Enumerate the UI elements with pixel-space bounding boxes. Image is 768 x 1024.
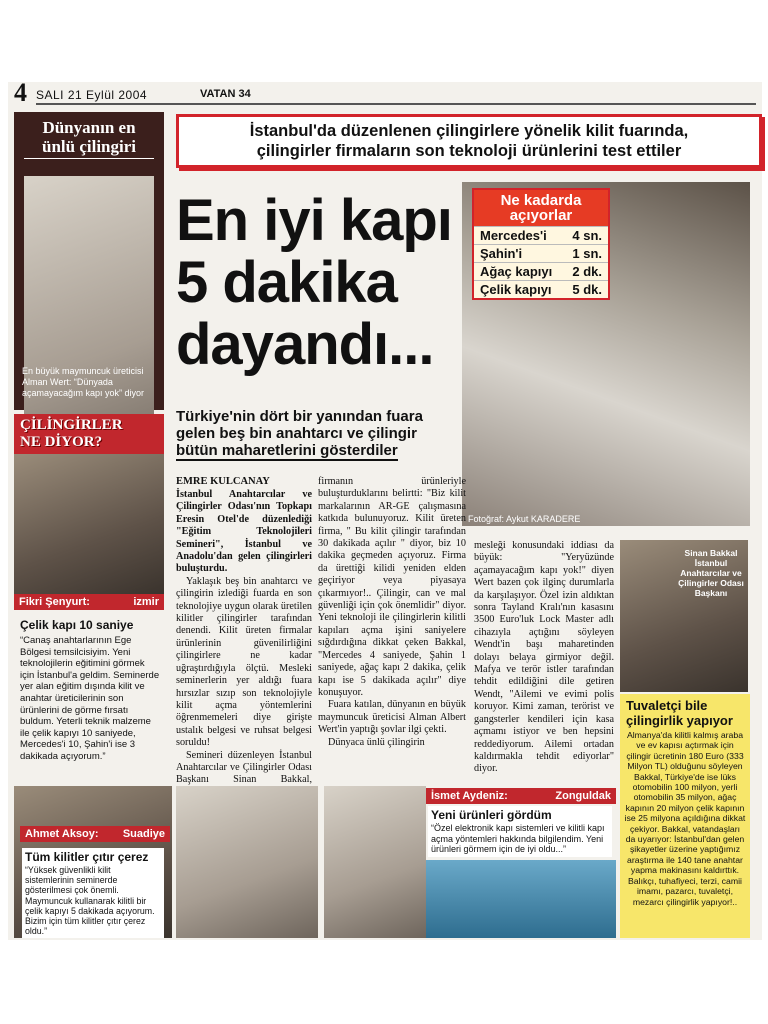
unlock-row-label: Mercedes'i: [480, 228, 547, 243]
ismet-quote-block: [428, 806, 612, 857]
unlock-row-label: Ağaç kapıyı: [480, 264, 553, 279]
ne-diyor-banner: [14, 414, 164, 454]
ahmet-photo: [176, 786, 318, 938]
unlock-row-label: Şahin'i: [480, 246, 523, 261]
unlock-row: [474, 244, 608, 262]
article-col2-p1: firmanın ürünleriyle buluşturduklarını belirtti: "Biz kilit markalarının AR-GE çalışmasına katkıda bulunuyoruz. Kilit üreten firma, " Bu kilit çilingir tarafından 30 dakikada açılır " diyor, biz 10 dakika geçmeden açıyoruz. Firma da ürettiği kilidi yeniden elden geçiriyor veya piyasaya çıkarmıyor!.. Çilingir, can ve mal güvenliği için çok önemlidir" diyor. Yeni teknoloji ile çilingirlerin kilitli kapıları açma işini saniyelere sığdırdığına dikkat çeken Bakkal, "Mercedes 4 saniyede, Şahin 1 saniyede, ağaç kapı 2 dakika, çelik kapı ise 5 dakikada açılır" diye konuşuyor.: [318, 476, 466, 698]
ne-diyor-line1: ÇİLİNGİRLER: [20, 417, 123, 433]
fikri-headline: Çelik kapı 10 saniye: [20, 618, 134, 632]
kicker-line1: İstanbul'da düzenlenen çilingirlere yönelik kilit fuarında,: [249, 122, 689, 140]
sinan-caption: Sinan Bakkal İstanbul Anahtarcılar ve Çilingirler Odası Başkanı: [678, 548, 744, 598]
byline: EMRE KULCANAY: [176, 476, 270, 487]
ismet-name: İsmet Aydeniz:: [431, 790, 508, 802]
ismet-headline: Yeni ürünleri gördüm: [431, 808, 552, 822]
article-col2-p2: Fuara katılan, dünyanın en büyük maymuncuk üreticisi Alman Albert Wert'in yaptığı şovlar ilgi çekti.: [318, 699, 466, 736]
ismet-city: Zonguldak: [555, 790, 611, 802]
unlock-times-table: [472, 188, 610, 300]
photo-credit: Fotoğraf: Aykut KARADERE: [468, 514, 581, 524]
famous-locksmith-title-line2: ünlü çilingiri: [24, 137, 154, 159]
unlock-row-label: Çelik kapıyı: [480, 282, 552, 297]
unlock-times-title-line2: açıyorlar: [509, 207, 573, 224]
headline: [176, 190, 466, 376]
ahmet-namebar: [20, 826, 170, 842]
tuvaletci-title-line2: çilingirlik yapıyor: [626, 713, 733, 728]
unlock-row: [474, 226, 608, 244]
article-col3-p1: mesleği konusundaki iddiası da büyük: "Yeryüzünde açamayacağım kapı yok!" diyen Wert bazen çok ilginç durumlarla da karşılaşıyor. Özel izin aldıktan sonra Tayland Kralı'nın kasasını 3500 Euro'luk Lock Master adlı cihazıyla açtığını söyleyen Wendt'in başı maharetinden dolayı belaya girmiyor değil. Mafya ve terör istler tarafından tehdit edildiğini dile getiren Wendt, "Ailemi ve evimi polis koruyor. Kimi zaman, terörist ve gangsterler kendileri için kasa açmamı istiyor ve ben hepsini reddediyorum. Ailemi ortadan kaldırmakla tehdit ediyorlar" diyor.: [474, 540, 614, 775]
tuvaletci-body: Almanya'da kilitli kalmış araba ve ev kapısı açtırmak için çilingir ücretinin 180 Euro (333 Milyon TL) olduğunu söyleyen Bakkal, Türkiye'de ise lüks otomobilin 100 milyon, yerli otomobilin 35 milyon, ağaç kapının 20 milyon çelik kapının ise 25 milyona açıldığına dikkat çekiyor. Bakkal, vatandaşları da uyarıyor: İstanbul'dan gelen şikayetler üzerine yaptığımız araştırma ile 140 tane anahtar yapma makinasını kaldırttık. Balıkçı, tuhafiyeci, terzi, camii imamı, pazarcı, tuvaletçi, mezarcı çilingirlik yapıyor!..: [624, 730, 746, 907]
ahmet-name: Ahmet Aksoy:: [25, 828, 99, 840]
headline-line3: dayandı...: [176, 312, 434, 377]
unlock-row-value: 4 sn.: [572, 228, 602, 243]
fikri-quote: “Canaş anahtarlarının Ege Bölgesi temsilcisiyim. Yeni teknolojilerin eğitimini görmek için İstanbul'a geldim. Seminerde yer alan eğitim dışında kilit ve anahtar üreticilerinin son ürünlerini de görme fırsatı buldum. Yeterli teknik malzeme ile çelik kapıyı 10 saniyede, Mercedes'i 10, Şahin'i ise 3 dakikada açıyorum.”: [20, 635, 160, 762]
ismet-namebar: [426, 788, 616, 804]
fikri-photo: [14, 454, 164, 594]
article-lead: İstanbul Anahtarcılar ve Çilingirler Odası'nın Topkapı Eresin Otel'de düzenlediği "Eğitim Teknolojileri Semineri", İstanbul ve Anadolu'dan gelen çilingirleri buluşturdu.: [176, 489, 312, 575]
unlock-row-value: 2 dk.: [572, 264, 602, 279]
famous-locksmith-box: [14, 112, 164, 410]
article-col2-p3: Dünyaca ünlü çilingirin: [328, 736, 425, 748]
ahmet-city: Suadiye: [122, 828, 165, 840]
fikri-city: izmir: [133, 596, 159, 608]
unlock-row-value: 5 dk.: [572, 282, 602, 297]
unlock-times-title-line1: Ne kadarda: [500, 192, 582, 209]
unlock-row: [474, 262, 608, 280]
issue-date: SALI 21 Eylül 2004: [36, 88, 148, 102]
kicker-line2: çilingirler firmaların son teknoloji ürünlerini test ettiler: [256, 142, 682, 160]
tuvaletci-box: [620, 694, 750, 938]
ismet-photo: [324, 786, 426, 938]
famous-locksmith-title: [14, 112, 164, 159]
famous-locksmith-title-line1: Dünyanın en: [42, 118, 136, 137]
unlock-row-value: 1 sn.: [572, 246, 602, 261]
article-col1-p1: Yaklaşık beş bin anahtarcı ve çilingirin izlediği fuarda en son teknolojiye uygun olarak üretilen kilitler çilingirler tarafından denendi. Kilit üreten firmalar ürünlerinin güvenilirliğini çilingirlere ne kadar uğraştırdığıyla ölçtü. Mesleki seminerlerin yer aldığı fuara hırsızlar sızıp son teknolojiyle kilit açma yöntemlerini öğrenmemeleri diye girişte ustalık belgesi ve ruhsat belgesi soruldu!: [176, 575, 312, 749]
lock-display-photo: [426, 860, 616, 938]
fikri-name: Fikri Şenyurt:: [19, 596, 90, 608]
wert-caption: En büyük maymuncuk üreticisi Alman Wert: “Dünyada açamayacağım kapı yok” diyor: [22, 366, 145, 398]
sinan-photo: [620, 540, 748, 692]
ahmet-quote-block: [22, 848, 164, 938]
unlock-times-title: [474, 190, 608, 226]
deck: [176, 408, 466, 461]
ismet-quote: “Özel elektronik kapı sistemleri ve kilitli kapı açma yöntemleri hakkında bilgilendim. Yeni ürünleri görmem için de iyi oldu...”: [431, 823, 605, 855]
paper-name: VATAN 34: [200, 88, 251, 100]
ne-diyor-line2: NE DİYOR?: [20, 434, 103, 450]
ahmet-headline: Tüm kilitler çıtır çerez: [25, 850, 149, 864]
article-col3: [474, 540, 614, 776]
headline-line1: En iyi kapı: [176, 188, 452, 253]
page-number: 4: [14, 78, 27, 107]
deck-line1: Türkiye'nin dört bir yanından fuara: [176, 408, 423, 425]
article-col1: [176, 476, 312, 799]
article-col2: [318, 476, 466, 749]
kicker-box: [176, 114, 762, 168]
deck-line3: bütün maharetlerini gösterdiler: [176, 442, 398, 459]
ahmet-quote: “Yüksek güvenlikli kilit sistemlerinin seminerde gösterilmesi çok önemli. Maymuncuk kullanarak kilitli bir çelik kapıyı 5 dakikada açıyorum. Bizim için tüm kilitler çıtır çerez oldu.”: [25, 865, 155, 937]
fikri-quote-block: [20, 618, 160, 763]
article-col1-p2: Semineri düzenleyen İstanbul Anahtarcılar ve Çilingirler Odası Başkanı Sinan Bakkal,: [176, 749, 312, 786]
tuvaletci-title: [620, 694, 750, 730]
header-rule: [36, 103, 756, 105]
unlock-row: [474, 280, 608, 298]
deck-line2: gelen beş bin anahtarcı ve çilingir: [176, 425, 417, 442]
fikri-namebar: [14, 594, 164, 610]
tuvaletci-title-line1: Tuvaletçi bile: [626, 698, 708, 713]
headline-line2: 5 dakika: [176, 250, 397, 315]
